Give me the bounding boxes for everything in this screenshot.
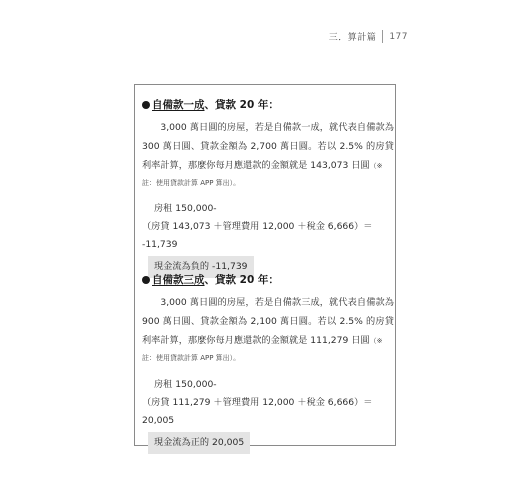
cashflow-result: 現金流為負的 -11,739 (148, 256, 254, 278)
calculation-2 (142, 376, 394, 454)
paragraph-text: 3,000 萬日圓的房屋，若是自備款一成，就代表自備款為 300 萬日圓、貸款金額為 2,700 萬日圓。若以 2.5% 的房貸利率計算，那麼你每月應還款的金額就是 143,073 日圓 (142, 122, 394, 171)
footnote-line: 註：使用貸款計算 APP 算出）。 (142, 179, 241, 187)
bullet-icon (142, 101, 150, 109)
footnote-line: 註：使用貸款計算 APP 算出）。 (142, 354, 241, 362)
heading-highlight: 自備款三成 (152, 274, 205, 286)
calculation-1 (142, 200, 394, 278)
heading-highlight: 自備款一成 (152, 99, 205, 111)
example-section-2 (142, 272, 394, 365)
heading-rest: 、貸款 20 年： (204, 274, 279, 286)
expense-line: （房貸 143,073 ＋管理費用 12,000 ＋稅金 6,666）＝ -11,739 (142, 221, 373, 250)
section-paragraph (142, 118, 394, 176)
cashflow-result: 現金流為正的 20,005 (148, 432, 250, 454)
section-paragraph (142, 293, 394, 351)
chapter-title: 三．算計篇 (328, 33, 377, 43)
section-heading (142, 97, 394, 112)
header-divider (382, 30, 383, 43)
expense-line: （房貸 111,279 ＋管理費用 12,000 ＋稅金 6,666）＝ 20,005 (142, 397, 373, 426)
running-header (329, 30, 408, 43)
note-open: （※ (369, 337, 383, 345)
rent-line: 房租 150,000- (154, 379, 217, 390)
heading-rest: 、貸款 20 年： (204, 99, 279, 111)
paragraph-text: 3,000 萬日圓的房屋，若是自備款三成，就代表自備款為 900 萬日圓、貸款金額為 2,100 萬日圓。若以 2.5% 的房貸利率計算，那麼你每月應還款的金額就是 111,279 日圓 (142, 297, 394, 346)
page-number: 177 (389, 31, 408, 42)
section-heading (142, 272, 394, 287)
note-open: （※ (369, 162, 383, 170)
rent-line: 房租 150,000- (154, 203, 217, 214)
bullet-icon (142, 276, 150, 284)
example-section-1 (142, 97, 394, 190)
